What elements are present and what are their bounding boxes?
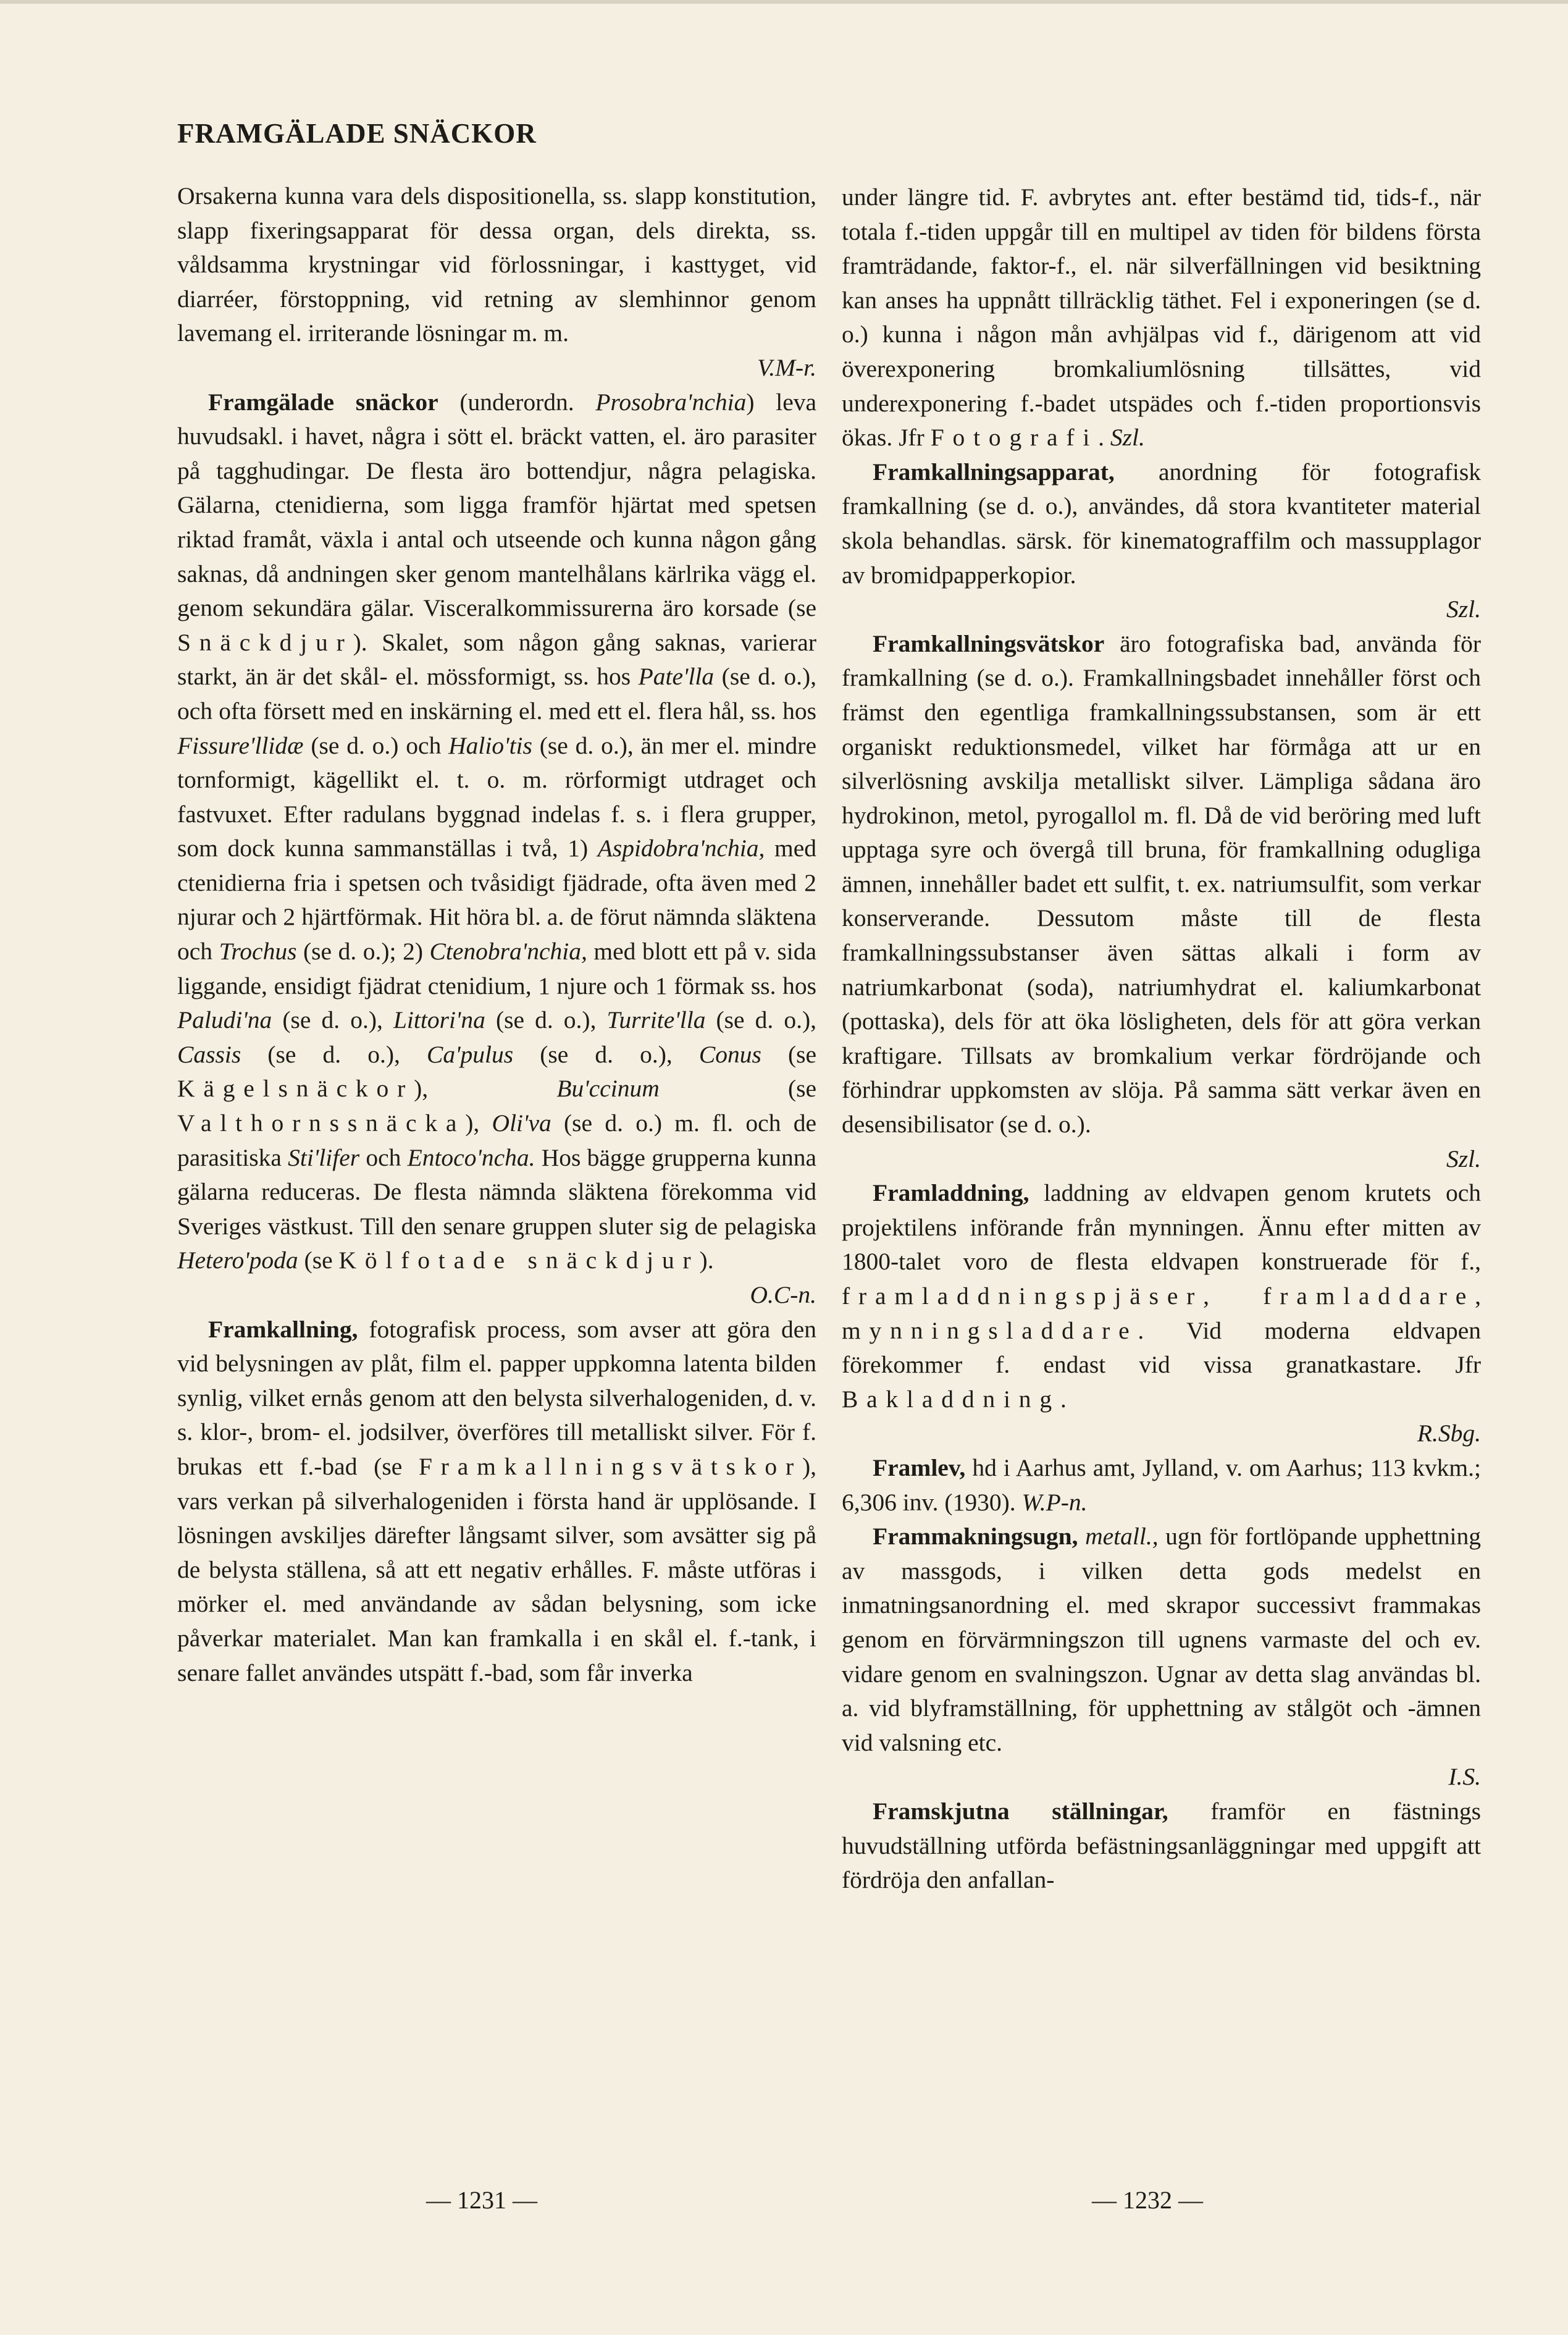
entry-framskjutna-stallningar: Framskjutna ställningar, framför en fästnings huvudställning utförda befästningsanläggningar med uppgift att fördröja den anfallan-: [842, 1797, 1481, 1894]
page-header: FRAMGÄLADE SNÄCKOR: [177, 118, 537, 149]
entry-frammakningsugn: Frammakningsugn, metall., ugn för fortlöpande upphettning av massgods, i vilken detta gods medelst en inmatningsanordning el. med skrapor successivt frammakas genom en förvärmningszon till ugnens varmaste del och ev. vidare genom en svalningszon. Ugnar av detta slag användas bl. a. vid blyframställning, för upphettning av stålgöt och -ämnen vid valsning etc. I.S.: [842, 1520, 1481, 1794]
signature: Szl.: [1446, 595, 1481, 623]
entry-framkallningsapparat: Framkallningsapparat, anordning för fotografisk framkallning (se d. o.), användes, då stora kvantiteter material skola behandlas. särsk. för kinematograffilm och massupplagor av bromidpapperkopior. Szl.: [842, 455, 1481, 627]
cross-reference: Valthornssnäcka: [177, 1109, 466, 1137]
right-column: [842, 180, 1481, 1898]
headword: Framkallning,: [208, 1315, 358, 1343]
signature: W.P-n.: [1021, 1488, 1088, 1516]
page-number-right: — 1232 —: [1092, 2186, 1203, 2214]
page-number-left: — 1231 —: [426, 2186, 537, 2214]
signature: I.S.: [1448, 1763, 1481, 1791]
headword: Framskjutna ställningar,: [873, 1797, 1168, 1825]
cross-reference: Kägelsnäckor: [177, 1075, 414, 1103]
cross-reference: Fotografi: [930, 424, 1099, 452]
signature: Szl.: [1110, 424, 1145, 452]
entry-framkallning: Framkallning, fotografisk process, som avser att göra den vid belysningen av plåt, film el. papper uppkomna latenta bilden synlig, vilket ernås genom att den belysta silverhalogeniden, d. v. s. klor-, brom- el. jodsilver, överföres till metalliskt silver. För f. brukas ett f.-bad (se Framkallningsvätskor), vars verkan på silverhalogeniden i första hand är upplösande. I lösningen avskiljes därefter långsamt silver, som avsätter sig på de belysta ställena, så att ett negativ erhålles. F. måste utföras i mörker el. med användande av sådan belysning, som icke påverkar materialet. Man kan framkalla i en skål el. f.-tank, i senare fallet användes utspätt f.-bad, som får inverka: [177, 1315, 817, 1686]
headword: Frammakningsugn,: [873, 1523, 1078, 1550]
headword: Framgälade snäckor: [208, 388, 438, 416]
cross-reference: Snäckdjur: [177, 628, 353, 656]
headword: Framkallningsapparat,: [873, 458, 1115, 486]
top-edge: [0, 0, 1568, 4]
signature: Szl.: [1446, 1145, 1481, 1172]
signature: V.M-r.: [757, 353, 816, 381]
paragraph: under längre tid. F. avbrytes ant. efter bestämd tid, tids-f., när totala f.-tiden uppgår till en multipel av tiden för bildens första framträdande, faktor-f., el. när silverfällningen vid besiktning kan anses ha uppnått tillräcklig täthet. Fel i exponeringen (se d. o.) kunna i någon mån avhjälpas vid f., därigenom att vid överexponering bromkaliumlösning tillsättes, vid underexponering f.-badet utspädes och f.-tiden proportionsvis ökas. Jfr Fotografi. Szl.: [842, 183, 1481, 452]
entry-framkallningsvatskor: Framkallningsvätskor äro fotografiska bad, använda för framkallning (se d. o.). Framkallningsbadet innehåller först och främst den egentliga framkallningssubstansen, som är ett organiskt reduktionsmedel, vilket har förmåga att ur en silverlösning avskilja metalliskt silver. Lämpliga sådana äro hydrokinon, metol, pyrogallol m. fl. Då de vid beröring med luft upptaga syre och övergå till bruna, för framkallning odugliga ämnen, innehåller badet ett sulfit, t. ex. natriumsulfit, som verkar konserverande. Dessutom måste till de flesta framkallningssubstanser även sättas alkali i form av natriumkarbonat (soda), natriumhydrat el. kaliumkarbonat (pottaska), dels för att öka lösligheten, dels för att göra verkan kraftigare. Tillsats av bromkalium verkar fördröjande och förhindrar uppkomsten av slöja. På samma sätt verkar även en desensibilisator (se d. o.). Szl.: [842, 627, 1481, 1177]
signature: O.C-n.: [750, 1281, 816, 1308]
cross-reference: Bakladdning: [842, 1385, 1060, 1413]
headword: Framladdning,: [873, 1179, 1029, 1207]
signature: R.Sbg.: [1417, 1420, 1481, 1447]
headword: Framlev,: [873, 1454, 966, 1481]
cross-reference: Framkallningsvätskor: [418, 1452, 802, 1480]
cross-reference: Kölfotade snäckdjur: [338, 1247, 700, 1274]
entry-framladdning: Framladdning, laddning av eldvapen genom krutets och projektilens införande från mynningen. Ännu efter mitten av 1800-talet voro de flesta eldvapen konstruerade för f., framladdningspjäser, framladdare, mynningsladdare. Vid moderna eldvapen förekommer f. endast vid vissa granatkastare. Jfr Bakladdning. R.Sbg.: [842, 1176, 1481, 1451]
headword: Framkallningsvätskor: [873, 629, 1105, 657]
paragraph: Orsakerna kunna vara dels dispositionella, ss. slapp konstitution, slapp fixeringsapparat för dessa organ, dels direkta, ss. våldsamma krystningar vid förlossningar, i kasttyget, vid diarréer, förstoppning, vid retning av slemhinnor genom lavemang el. irriterande lösningar m. m. V.M-r.: [177, 179, 816, 385]
entry-framgalade-snackor: Framgälade snäckor (underordn. Prosobra'nchia) leva huvudsakl. i havet, några i sött el. bräckt vatten, el. äro parasiter på tagghudingar. De flesta äro bottendjur, några pelagiska. Gälarna, ctenidierna, som ligga framför hjärtat med spetsen riktad framåt, växla i antal och utseende och kunna någon gång saknas, då andningen sker genom mantelhålans kärlrika vägg el. genom sekundära gälar. Visceralkommissurerna äro korsade (se Snäckdjur). Skalet, som någon gång saknas, varierar starkt, än är det skål- el. mössformigt, ss. hos Pate'lla (se d. o.), och ofta försett med en inskärning el. med ett el. flera hål, ss. hos Fissure'llidæ (se d. o.) och Halio'tis (se d. o.), än mer el. mindre tornformigt, kägellikt el. t. o. m. rörformigt utdraget och fastvuxet. Efter radulans byggnad indelas f. s. i flera grupper, som dock kunna sammanställas i två, 1) Aspidobra'nchia, med ctenidierna fria i spetsen och tvåsidigt fjädrade, ofta även med 2 njurar och 2 hjärtförmak. Hit höra bl. a. de förut nämnda släktena och Trochus (se d. o.); 2) Ctenobra'nchia, med blott ett på v. sida liggande, ensidigt fjädrat ctenidium, 1 njure och 1 förmak ss. hos Paludi'na (se d. o.), Littori'na (se d. o.), Turrite'lla (se d. o.), Cassis (se d. o.), Ca'pulus (se d. o.), Conus (se Kägelsnäckor), Bu'ccinum (se Valthornssnäcka), Oli'va (se d. o.) m. fl. och de parasitiska Sti'lifer och Entoco'ncha. Hos bägge grupperna kunna gälarna reduceras. De flesta nämnda släktena förekomma vid Sveriges västkust. Till den senare gruppen sluter sig de pelagiska Hetero'poda (se Kölfotade snäckdjur). O.C-n.: [177, 385, 816, 1313]
entry-framlev: Framlev, hd i Aarhus amt, Jylland, v. om Aarhus; 113 kvkm.; 6,306 inv. (1930). W.P-n.: [842, 1454, 1482, 1516]
left-column: [177, 179, 816, 1690]
